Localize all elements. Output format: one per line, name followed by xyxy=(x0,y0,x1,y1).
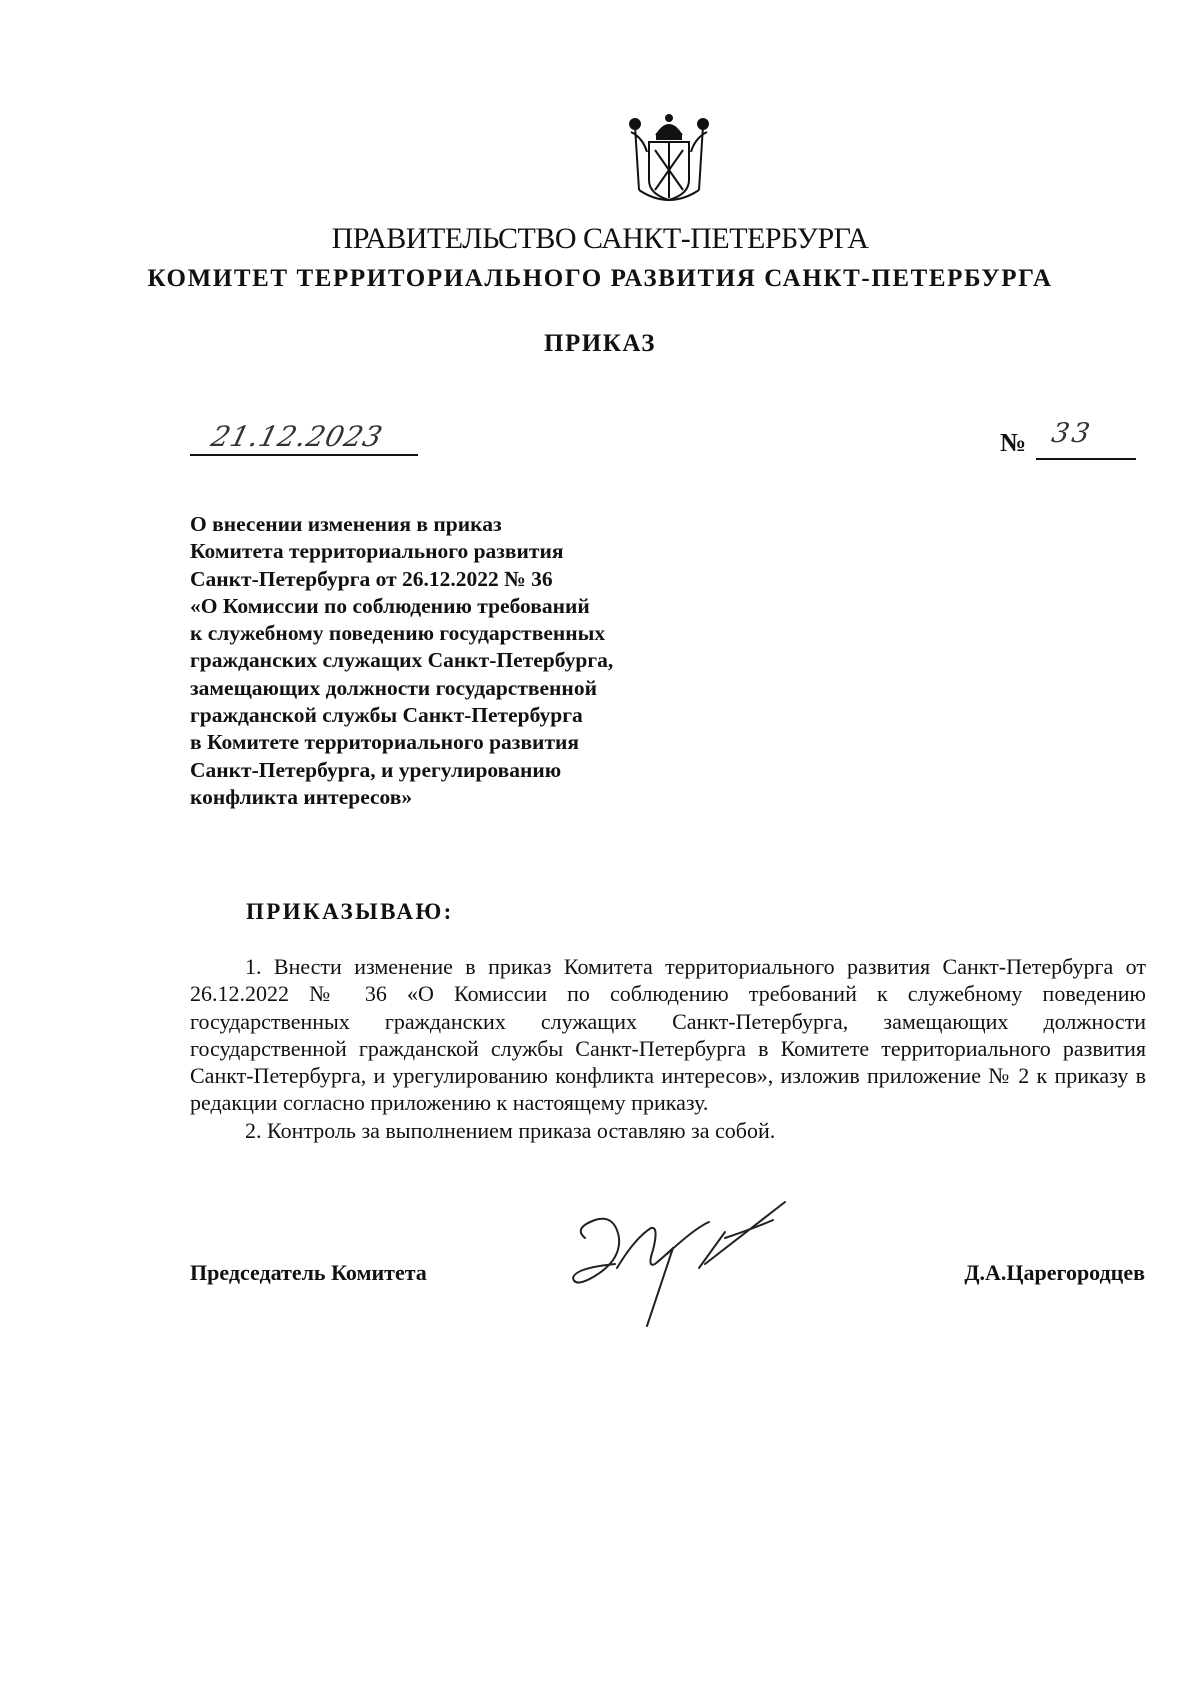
government-title: ПРАВИТЕЛЬСТВО САНКТ-ПЕТЕРБУРГА xyxy=(331,222,869,255)
subject-line: конфликта интересов» xyxy=(190,784,413,809)
subject-line: замещающих должности государственной xyxy=(190,675,597,700)
signatory-name: Д.А.Царегородцев xyxy=(964,1260,1145,1285)
number-label: № xyxy=(1000,428,1027,457)
subject-line: О внесении изменения в приказ xyxy=(190,512,502,536)
subject-line: Санкт-Петербурга, и урегулированию xyxy=(190,757,562,782)
order-subject xyxy=(190,511,710,811)
subject-line: Санкт-Петербурга от 26.12.2022 № 36 xyxy=(190,566,553,591)
subject-line: в Комитете территориального развития xyxy=(190,730,580,755)
paragraph-2: 2. Контроль за выполнением приказа оставляю за собой. xyxy=(245,1117,776,1143)
subject-line: гражданской службы Санкт-Петербурга xyxy=(190,703,583,728)
handwritten-signature xyxy=(555,1198,815,1338)
number-underline xyxy=(1036,458,1136,460)
subject-line: к служебному поведению государственных xyxy=(190,621,606,646)
paragraph-1: 1. Внести изменение в приказ Комитета территориального развития Санкт-Петербурга от 26.12.2022 № 36 «О Комиссии по соблюдению требований к служебному поведению государственных гражданских служащих Санкт-Петербурга, замещающих должности государственной гражданской службы Санкт-Петербурга в Комитете территориального развития Санкт-Петербурга, и урегулированию конфликта интересов», изложив приложение № 2 к приказу в редакции согласно приложению к настоящему приказу. xyxy=(190,954,1146,1116)
decree-heading: ПРИКАЗЫВАЮ: xyxy=(246,899,454,924)
committee-title: КОМИТЕТ ТЕРРИТОРИАЛЬНОГО РАЗВИТИЯ САНКТ-ПЕТЕРБУРГА xyxy=(147,265,1053,292)
date-underline xyxy=(190,454,418,456)
signatory-position: Председатель Комитета xyxy=(190,1260,427,1285)
subject-line: гражданских служащих Санкт-Петербурга, xyxy=(190,648,614,673)
coat-of-arms-icon xyxy=(625,112,713,212)
order-number: 33 xyxy=(1049,418,1096,449)
order-body xyxy=(190,953,1146,1144)
subject-line: Комитета территориального развития xyxy=(190,539,564,564)
order-date: 21.12.2023 xyxy=(207,420,387,453)
document-type-title: ПРИКАЗ xyxy=(544,330,656,357)
subject-line: «О Комиссии по соблюдению требований xyxy=(190,593,590,618)
